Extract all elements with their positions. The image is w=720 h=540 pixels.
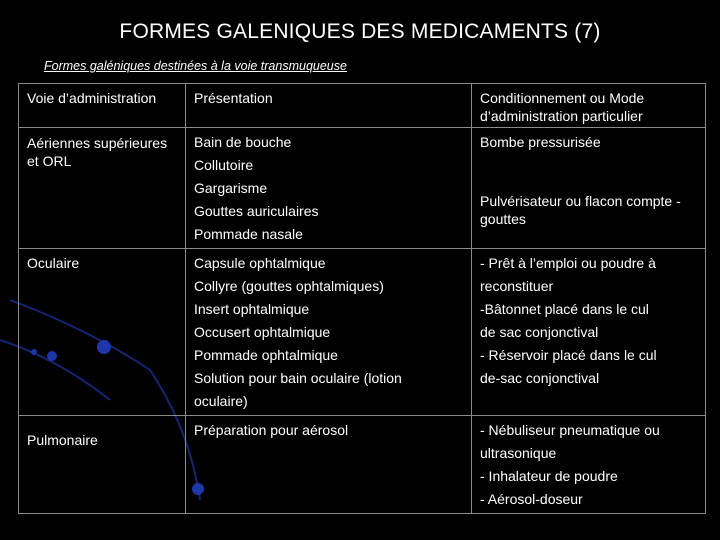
presentation-item: Collutoire [194, 157, 254, 173]
row-conditionnement-cell [472, 416, 706, 514]
row-voie-cell: Pulmonaire [19, 416, 186, 514]
presentation-item: Préparation pour aérosol [194, 422, 349, 438]
header-presentation: Présentation [186, 84, 472, 128]
presentation-item: oculaire) [194, 393, 248, 409]
table-row [19, 128, 706, 249]
conditionnement-item: ultrasonique [480, 445, 557, 461]
presentation-item: Occusert ophtalmique [194, 324, 331, 340]
row-conditionnement-cell [472, 249, 706, 416]
presentation-item: Gargarisme [194, 180, 268, 196]
conditionnement-item: Pulvérisateur ou flacon compte -gouttes [480, 193, 681, 227]
presentation-item: Capsule ophtalmique [194, 255, 326, 271]
presentation-item: Pommade nasale [194, 226, 303, 242]
presentation-item: Insert ophtalmique [194, 301, 310, 317]
conditionnement-item: - Prêt à l’emploi ou poudre à [480, 255, 656, 271]
presentation-item: Bain de bouche [194, 134, 292, 150]
conditionnement-item: -Bâtonnet placé dans le cul [480, 301, 649, 317]
header-conditionnement: Conditionnement ou Mode d’administration particulier [472, 84, 706, 128]
presentation-item: Solution pour bain oculaire (lotion [194, 370, 402, 386]
row-conditionnement-cell [472, 128, 706, 249]
conditionnement-item: - Nébuliseur pneumatique ou [480, 422, 660, 438]
presentation-item: Gouttes auriculaires [194, 203, 319, 219]
conditionnement-item: de-sac conjonctival [480, 370, 600, 386]
table-row [19, 416, 706, 514]
conditionnement-item: - Aérosol-doseur [480, 491, 583, 507]
galenic-forms-table [18, 83, 706, 514]
row-presentation-cell [186, 128, 472, 249]
row-voie-cell: Oculaire [19, 249, 186, 416]
page-title: FORMES GALENIQUES DES MEDICAMENTS (7) [119, 20, 601, 43]
conditionnement-item: Bombe pressurisée [480, 134, 601, 150]
conditionnement-item: de sac conjonctival [480, 324, 599, 340]
header-voie: Voie d’administration [19, 84, 186, 128]
row-presentation-cell [186, 249, 472, 416]
table-row [19, 249, 706, 416]
page-subtitle: Formes galéniques destinées à la voie transmuqueuse [44, 59, 347, 73]
row-voie-cell: Aériennes supérieures et ORL [19, 128, 186, 249]
conditionnement-item: - Inhalateur de poudre [480, 468, 618, 484]
conditionnement-item: - Réservoir placé dans le cul [480, 347, 657, 363]
presentation-item: Collyre (gouttes ophtalmiques) [194, 278, 384, 294]
presentation-item: Pommade ophtalmique [194, 347, 338, 363]
table-header-row [19, 84, 706, 128]
conditionnement-item: reconstituer [480, 278, 554, 294]
row-presentation-cell [186, 416, 472, 514]
